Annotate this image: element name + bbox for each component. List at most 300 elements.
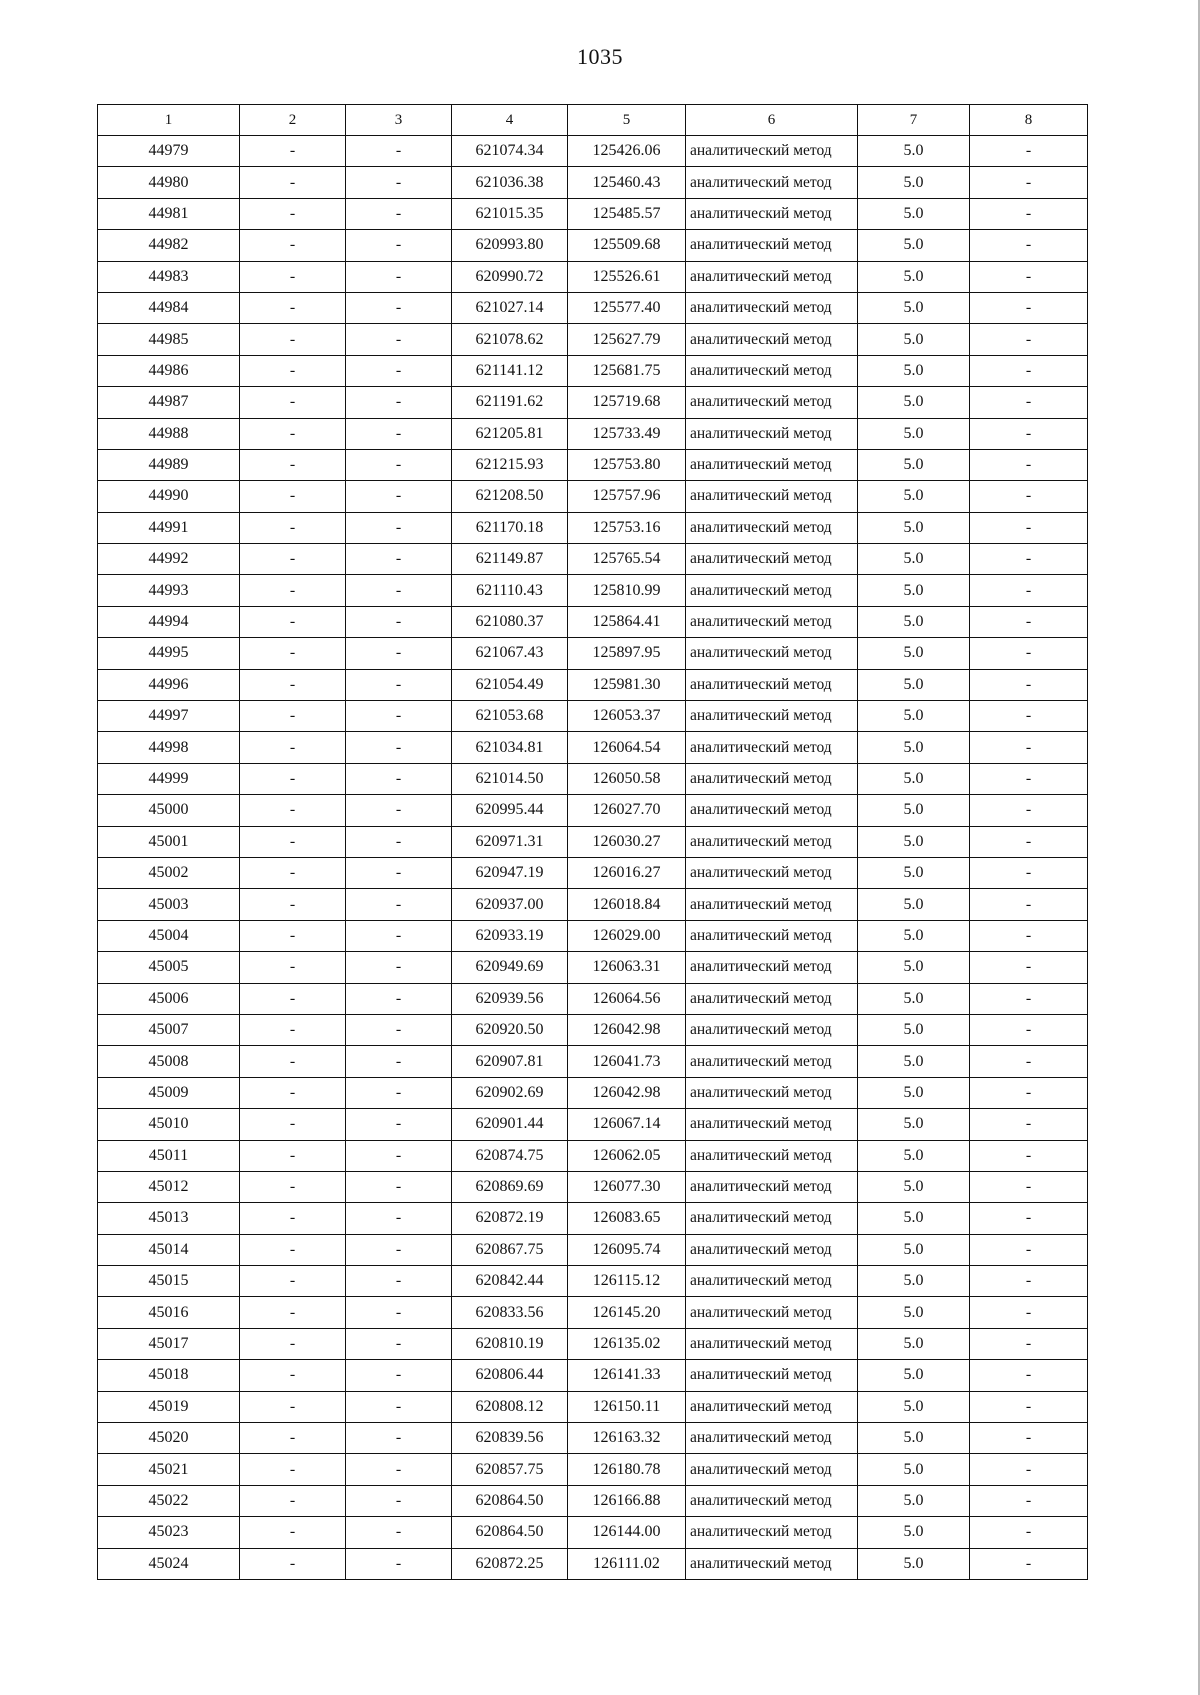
table-cell: - xyxy=(346,983,452,1014)
table-cell: - xyxy=(346,1485,452,1516)
table-cell: 44996 xyxy=(98,669,240,700)
table-cell: 126042.98 xyxy=(568,1014,686,1045)
table-cell: - xyxy=(970,1423,1088,1454)
table-cell: - xyxy=(346,1548,452,1579)
table-row xyxy=(98,638,1088,669)
table-cell: аналитический метод xyxy=(686,512,858,543)
table-cell: 5.0 xyxy=(858,1171,970,1202)
table-cell: - xyxy=(346,512,452,543)
table-cell: 5.0 xyxy=(858,1234,970,1265)
table-row xyxy=(98,1297,1088,1328)
table-cell: - xyxy=(240,701,346,732)
table-cell: - xyxy=(970,1140,1088,1171)
table-cell: 621191.62 xyxy=(452,387,568,418)
table-row xyxy=(98,1517,1088,1548)
table-row xyxy=(98,952,1088,983)
table-cell: - xyxy=(346,1360,452,1391)
table-cell: 126041.73 xyxy=(568,1046,686,1077)
table-cell: 45014 xyxy=(98,1234,240,1265)
table-cell: 125753.16 xyxy=(568,512,686,543)
table-cell: - xyxy=(970,230,1088,261)
table-cell: аналитический метод xyxy=(686,1046,858,1077)
table-cell: - xyxy=(240,1266,346,1297)
table-cell: - xyxy=(346,261,452,292)
table-cell: аналитический метод xyxy=(686,292,858,323)
table-cell: - xyxy=(970,387,1088,418)
table-cell: - xyxy=(970,544,1088,575)
table-cell: 126144.00 xyxy=(568,1517,686,1548)
table-cell: - xyxy=(240,889,346,920)
table-cell: аналитический метод xyxy=(686,1360,858,1391)
table-cell: 125526.61 xyxy=(568,261,686,292)
table-cell: 620867.75 xyxy=(452,1234,568,1265)
table-cell: 620993.80 xyxy=(452,230,568,261)
table-cell: 620857.75 xyxy=(452,1454,568,1485)
table-cell: 5.0 xyxy=(858,920,970,951)
table-cell: 5.0 xyxy=(858,1297,970,1328)
table-cell: 44984 xyxy=(98,292,240,323)
table-cell: 5.0 xyxy=(858,889,970,920)
table-cell: - xyxy=(970,481,1088,512)
table-cell: 620990.72 xyxy=(452,261,568,292)
table-cell: 126018.84 xyxy=(568,889,686,920)
table-cell: 620937.00 xyxy=(452,889,568,920)
table-cell: - xyxy=(346,1109,452,1140)
table-cell: 44981 xyxy=(98,198,240,229)
table-cell: 620947.19 xyxy=(452,857,568,888)
table-cell: 125577.40 xyxy=(568,292,686,323)
table-cell: аналитический метод xyxy=(686,889,858,920)
table-cell: 126042.98 xyxy=(568,1077,686,1108)
table-cell: 45022 xyxy=(98,1485,240,1516)
table-cell: 5.0 xyxy=(858,701,970,732)
table-cell: 125810.99 xyxy=(568,575,686,606)
table-cell: - xyxy=(970,418,1088,449)
table-cell: аналитический метод xyxy=(686,481,858,512)
table-cell: 125753.80 xyxy=(568,449,686,480)
table-cell: 126115.12 xyxy=(568,1266,686,1297)
table-cell: аналитический метод xyxy=(686,1391,858,1422)
table-cell: 620995.44 xyxy=(452,795,568,826)
table-cell: 45000 xyxy=(98,795,240,826)
table-cell: - xyxy=(970,575,1088,606)
table-cell: аналитический метод xyxy=(686,701,858,732)
table-cell: 620833.56 xyxy=(452,1297,568,1328)
table-cell: - xyxy=(240,857,346,888)
table-row xyxy=(98,669,1088,700)
table-cell: 45001 xyxy=(98,826,240,857)
table-cell: - xyxy=(240,669,346,700)
table-row xyxy=(98,167,1088,198)
table-cell: аналитический метод xyxy=(686,857,858,888)
table-cell: - xyxy=(346,136,452,167)
table-cell: 45008 xyxy=(98,1046,240,1077)
table-cell: 45002 xyxy=(98,857,240,888)
table-cell: - xyxy=(346,795,452,826)
table-cell: 5.0 xyxy=(858,732,970,763)
table-row xyxy=(98,1548,1088,1579)
table-cell: 44986 xyxy=(98,355,240,386)
table-cell: аналитический метод xyxy=(686,920,858,951)
table-row xyxy=(98,857,1088,888)
table-cell: 45016 xyxy=(98,1297,240,1328)
table-cell: 5.0 xyxy=(858,1140,970,1171)
table-cell: 5.0 xyxy=(858,1391,970,1422)
table-cell: - xyxy=(240,136,346,167)
table-cell: - xyxy=(240,1046,346,1077)
table-cell: 125627.79 xyxy=(568,324,686,355)
table-cell: 621141.12 xyxy=(452,355,568,386)
table-cell: - xyxy=(346,1328,452,1359)
table-cell: - xyxy=(970,638,1088,669)
table-cell: 621078.62 xyxy=(452,324,568,355)
table-row xyxy=(98,230,1088,261)
table-cell: 45024 xyxy=(98,1548,240,1579)
table-cell: 5.0 xyxy=(858,1517,970,1548)
table-cell: 44999 xyxy=(98,763,240,794)
table-cell: 5.0 xyxy=(858,952,970,983)
table-cell: - xyxy=(346,324,452,355)
table-cell: - xyxy=(346,1266,452,1297)
table-cell: 45018 xyxy=(98,1360,240,1391)
table-row xyxy=(98,1485,1088,1516)
table-cell: аналитический метод xyxy=(686,198,858,229)
table-cell: 621110.43 xyxy=(452,575,568,606)
table-cell: 620907.81 xyxy=(452,1046,568,1077)
table-cell: 5.0 xyxy=(858,136,970,167)
table-cell: 44985 xyxy=(98,324,240,355)
table-cell: - xyxy=(346,1171,452,1202)
table-cell: 126016.27 xyxy=(568,857,686,888)
table-cell: 126027.70 xyxy=(568,795,686,826)
table-cell: - xyxy=(346,638,452,669)
column-header: 1 xyxy=(98,105,240,136)
table-cell: 5.0 xyxy=(858,292,970,323)
table-cell: 620874.75 xyxy=(452,1140,568,1171)
table-cell: 620808.12 xyxy=(452,1391,568,1422)
table-cell: 125981.30 xyxy=(568,669,686,700)
column-header: 5 xyxy=(568,105,686,136)
table-cell: - xyxy=(346,387,452,418)
table-cell: аналитический метод xyxy=(686,826,858,857)
table-cell: аналитический метод xyxy=(686,795,858,826)
table-cell: 620839.56 xyxy=(452,1423,568,1454)
table-cell: 5.0 xyxy=(858,1548,970,1579)
table-cell: 621027.14 xyxy=(452,292,568,323)
table-cell: - xyxy=(240,983,346,1014)
table-cell: - xyxy=(346,1014,452,1045)
table-cell: 5.0 xyxy=(858,324,970,355)
table-cell: 5.0 xyxy=(858,1109,970,1140)
table-cell: 44998 xyxy=(98,732,240,763)
table-cell: 620872.19 xyxy=(452,1203,568,1234)
table-cell: - xyxy=(970,1485,1088,1516)
table-cell: аналитический метод xyxy=(686,544,858,575)
table-row xyxy=(98,983,1088,1014)
table-cell: 5.0 xyxy=(858,449,970,480)
table-cell: - xyxy=(970,1234,1088,1265)
table-cell: 45012 xyxy=(98,1171,240,1202)
table-cell: 126111.02 xyxy=(568,1548,686,1579)
table-cell: аналитический метод xyxy=(686,669,858,700)
table-cell: аналитический метод xyxy=(686,1266,858,1297)
column-header: 4 xyxy=(452,105,568,136)
table-cell: аналитический метод xyxy=(686,261,858,292)
table-cell: аналитический метод xyxy=(686,1109,858,1140)
table-row xyxy=(98,1014,1088,1045)
table-row xyxy=(98,292,1088,323)
table-row xyxy=(98,763,1088,794)
table-cell: - xyxy=(346,544,452,575)
table-cell: - xyxy=(970,1297,1088,1328)
table-cell: - xyxy=(346,889,452,920)
table-cell: 44988 xyxy=(98,418,240,449)
table-cell: 45003 xyxy=(98,889,240,920)
table-cell: 621036.38 xyxy=(452,167,568,198)
table-cell: - xyxy=(970,1266,1088,1297)
table-cell: - xyxy=(240,230,346,261)
table-row xyxy=(98,1046,1088,1077)
table-cell: 45013 xyxy=(98,1203,240,1234)
table-cell: - xyxy=(970,261,1088,292)
table-cell: аналитический метод xyxy=(686,418,858,449)
table-row xyxy=(98,418,1088,449)
table-cell: 125733.49 xyxy=(568,418,686,449)
table-cell: 45020 xyxy=(98,1423,240,1454)
table-cell: - xyxy=(970,983,1088,1014)
table-row xyxy=(98,826,1088,857)
table-cell: 620920.50 xyxy=(452,1014,568,1045)
table-cell: - xyxy=(970,795,1088,826)
table-cell: аналитический метод xyxy=(686,167,858,198)
table-cell: 44987 xyxy=(98,387,240,418)
table-cell: 621014.50 xyxy=(452,763,568,794)
table-cell: - xyxy=(346,1391,452,1422)
table-cell: - xyxy=(970,1328,1088,1359)
table-cell: - xyxy=(970,1360,1088,1391)
table-cell: 44992 xyxy=(98,544,240,575)
table-cell: - xyxy=(970,324,1088,355)
table-cell: аналитический метод xyxy=(686,355,858,386)
table-row xyxy=(98,136,1088,167)
table-header-row xyxy=(98,105,1088,136)
table-cell: - xyxy=(240,1328,346,1359)
table-cell: 126135.02 xyxy=(568,1328,686,1359)
table-cell: 5.0 xyxy=(858,1203,970,1234)
table-cell: 44980 xyxy=(98,167,240,198)
table-cell: 5.0 xyxy=(858,983,970,1014)
table-cell: аналитический метод xyxy=(686,136,858,167)
table-cell: 125509.68 xyxy=(568,230,686,261)
table-cell: - xyxy=(240,1517,346,1548)
table-cell: - xyxy=(240,575,346,606)
table-cell: - xyxy=(240,292,346,323)
table-cell: - xyxy=(970,167,1088,198)
table-cell: 125485.57 xyxy=(568,198,686,229)
column-header: 8 xyxy=(970,105,1088,136)
table-row xyxy=(98,795,1088,826)
table-row xyxy=(98,701,1088,732)
table-cell: - xyxy=(346,1203,452,1234)
table-cell: - xyxy=(970,952,1088,983)
table-cell: 620971.31 xyxy=(452,826,568,857)
table-cell: 620810.19 xyxy=(452,1328,568,1359)
table-cell: 5.0 xyxy=(858,198,970,229)
table-cell: - xyxy=(970,763,1088,794)
table-cell: - xyxy=(970,606,1088,637)
table-cell: - xyxy=(970,701,1088,732)
table-cell: - xyxy=(240,1234,346,1265)
table-cell: 126145.20 xyxy=(568,1297,686,1328)
table-row xyxy=(98,920,1088,951)
table-cell: 125460.43 xyxy=(568,167,686,198)
table-cell: - xyxy=(346,952,452,983)
table-cell: аналитический метод xyxy=(686,1328,858,1359)
table-cell: аналитический метод xyxy=(686,1485,858,1516)
table-cell: 125864.41 xyxy=(568,606,686,637)
table-row xyxy=(98,324,1088,355)
table-cell: 621149.87 xyxy=(452,544,568,575)
table-cell: 5.0 xyxy=(858,1485,970,1516)
table-cell: 126095.74 xyxy=(568,1234,686,1265)
table-cell: - xyxy=(346,669,452,700)
table-row xyxy=(98,481,1088,512)
table-cell: аналитический метод xyxy=(686,763,858,794)
table-cell: - xyxy=(970,826,1088,857)
table-cell: - xyxy=(970,1391,1088,1422)
table-cell: аналитический метод xyxy=(686,575,858,606)
table-cell: 126064.56 xyxy=(568,983,686,1014)
table-cell: 126077.30 xyxy=(568,1171,686,1202)
table-cell: 5.0 xyxy=(858,606,970,637)
table-cell: 5.0 xyxy=(858,763,970,794)
table-row xyxy=(98,889,1088,920)
table-row xyxy=(98,606,1088,637)
table-cell: 45005 xyxy=(98,952,240,983)
table-cell: 5.0 xyxy=(858,638,970,669)
table-row xyxy=(98,1266,1088,1297)
table-row xyxy=(98,1171,1088,1202)
table-row xyxy=(98,544,1088,575)
table-cell: 126030.27 xyxy=(568,826,686,857)
table-cell: - xyxy=(970,889,1088,920)
table-cell: - xyxy=(970,1454,1088,1485)
table-cell: 620902.69 xyxy=(452,1077,568,1108)
table-cell: 45006 xyxy=(98,983,240,1014)
table-cell: 621053.68 xyxy=(452,701,568,732)
table-cell: аналитический метод xyxy=(686,1454,858,1485)
table-cell: 126050.58 xyxy=(568,763,686,794)
table-row xyxy=(98,1203,1088,1234)
table-cell: - xyxy=(240,1109,346,1140)
table-cell: - xyxy=(346,826,452,857)
table-cell: 45007 xyxy=(98,1014,240,1045)
table-cell: - xyxy=(970,920,1088,951)
table-cell: - xyxy=(970,1548,1088,1579)
table-cell: 125426.06 xyxy=(568,136,686,167)
table-cell: - xyxy=(240,1360,346,1391)
table-cell: 5.0 xyxy=(858,1360,970,1391)
table-cell: - xyxy=(346,575,452,606)
table-cell: - xyxy=(240,167,346,198)
table-row xyxy=(98,512,1088,543)
table-cell: 44983 xyxy=(98,261,240,292)
table-cell: - xyxy=(346,418,452,449)
table-cell: - xyxy=(240,732,346,763)
table-cell: 621054.49 xyxy=(452,669,568,700)
coordinates-table xyxy=(97,104,1088,1580)
table-cell: - xyxy=(240,544,346,575)
table-cell: - xyxy=(346,449,452,480)
table-cell: 45015 xyxy=(98,1266,240,1297)
table-cell: аналитический метод xyxy=(686,606,858,637)
table-cell: аналитический метод xyxy=(686,1423,858,1454)
table-cell: - xyxy=(240,1297,346,1328)
table-cell: - xyxy=(346,481,452,512)
table-cell: 5.0 xyxy=(858,1077,970,1108)
table-cell: аналитический метод xyxy=(686,324,858,355)
table-row xyxy=(98,1109,1088,1140)
table-cell: 621080.37 xyxy=(452,606,568,637)
table-cell: - xyxy=(346,606,452,637)
table-cell: - xyxy=(970,1077,1088,1108)
table-cell: 5.0 xyxy=(858,857,970,888)
table-cell: 126166.88 xyxy=(568,1485,686,1516)
table-cell: 45023 xyxy=(98,1517,240,1548)
table-cell: 5.0 xyxy=(858,1328,970,1359)
table-row xyxy=(98,575,1088,606)
table-cell: - xyxy=(240,606,346,637)
table-cell: 44982 xyxy=(98,230,240,261)
table-cell: - xyxy=(346,1297,452,1328)
table-cell: - xyxy=(346,198,452,229)
table-cell: - xyxy=(970,198,1088,229)
table-row xyxy=(98,198,1088,229)
table-cell: - xyxy=(346,1234,452,1265)
table-cell: 44979 xyxy=(98,136,240,167)
table-cell: - xyxy=(240,638,346,669)
table-cell: - xyxy=(970,732,1088,763)
table-cell: 620933.19 xyxy=(452,920,568,951)
table-cell: аналитический метод xyxy=(686,1517,858,1548)
table-cell: - xyxy=(346,230,452,261)
table-cell: 126163.32 xyxy=(568,1423,686,1454)
table-cell: - xyxy=(240,261,346,292)
table-cell: 620872.25 xyxy=(452,1548,568,1579)
table-cell: аналитический метод xyxy=(686,1203,858,1234)
table-cell: - xyxy=(346,701,452,732)
table-cell: - xyxy=(240,1203,346,1234)
table-row xyxy=(98,1140,1088,1171)
table-row xyxy=(98,387,1088,418)
table-cell: 126141.33 xyxy=(568,1360,686,1391)
table-cell: - xyxy=(970,1203,1088,1234)
table-cell: аналитический метод xyxy=(686,449,858,480)
table-cell: 5.0 xyxy=(858,1046,970,1077)
table-row xyxy=(98,449,1088,480)
table-cell: 621015.35 xyxy=(452,198,568,229)
table-cell: - xyxy=(346,920,452,951)
table-cell: - xyxy=(240,481,346,512)
table-cell: 620869.69 xyxy=(452,1171,568,1202)
table-row xyxy=(98,732,1088,763)
table-row xyxy=(98,1328,1088,1359)
table-cell: - xyxy=(240,826,346,857)
table-cell: - xyxy=(970,512,1088,543)
table-cell: 125681.75 xyxy=(568,355,686,386)
table-cell: 5.0 xyxy=(858,1423,970,1454)
table-cell: 5.0 xyxy=(858,418,970,449)
